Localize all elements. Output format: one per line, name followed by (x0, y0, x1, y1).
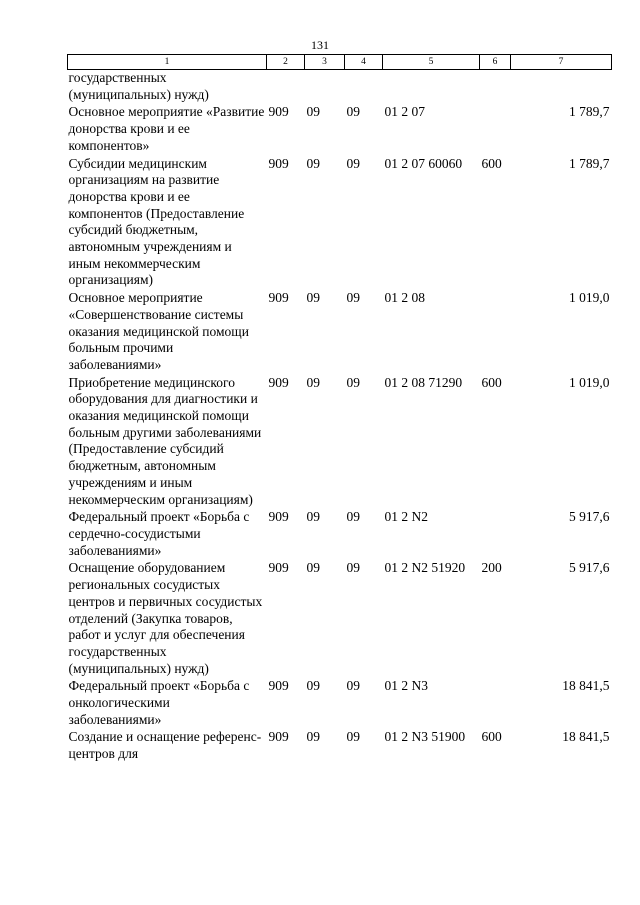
cell-section: 09 (306, 509, 320, 525)
cell-subsection (345, 70, 383, 104)
column-header: 2 (267, 55, 305, 70)
cell-ministry-code: 909 (268, 104, 289, 120)
cell-section: 09 (306, 374, 320, 390)
cell-subsection: 09 (346, 104, 360, 120)
row-name: Основное мероприятие «Развитие донорства крови и ее компонентов» (68, 104, 265, 153)
table-row (68, 103, 612, 154)
cell-target-article: 01 2 N2 51920 (384, 560, 466, 576)
row-name: государственных (муниципальных) нужд) (68, 70, 209, 102)
cell-expense-type (480, 508, 511, 559)
cell-amount (511, 70, 612, 104)
row-name: Создание и оснащение референс-центров для (68, 729, 262, 762)
cell-ministry-code: 909 (268, 374, 289, 390)
cell-expense-type (480, 103, 511, 154)
cell-amount: 1 019,0 (569, 374, 610, 390)
cell-section: 09 (306, 104, 320, 120)
cell-ministry-code (267, 70, 305, 104)
row-name: Федеральный проект «Борьба с сердечно-сосудистыми заболеваниями» (68, 509, 250, 558)
cell-target-article (383, 70, 480, 104)
cell-target-article: 01 2 N3 (384, 678, 428, 694)
cell-ministry-code: 909 (268, 509, 289, 525)
cell-subsection: 09 (346, 290, 360, 306)
cell-expense-type: 600 (481, 155, 502, 171)
cell-expense-type (480, 289, 511, 374)
cell-section: 09 (306, 729, 320, 745)
column-header: 1 (68, 55, 267, 70)
cell-expense-type (480, 677, 511, 728)
cell-amount: 5 917,6 (569, 560, 610, 576)
cell-target-article: 01 2 N2 (384, 509, 428, 525)
cell-amount: 1 019,0 (569, 290, 610, 306)
column-header: 7 (511, 55, 612, 70)
table-row (68, 728, 612, 762)
row-name: Основное мероприятие «Совершенствование системы оказания медицинской помощи больным прочими заболеваниями» (68, 290, 249, 372)
table-row (68, 559, 612, 677)
cell-amount: 18 841,5 (562, 678, 610, 694)
cell-expense-type: 600 (481, 374, 502, 390)
cell-target-article: 01 2 N3 51900 (384, 729, 466, 745)
table-row (68, 508, 612, 559)
cell-amount: 1 789,7 (569, 104, 610, 120)
table-row (68, 155, 612, 290)
column-header: 6 (480, 55, 511, 70)
cell-target-article: 01 2 07 (384, 104, 425, 120)
budget-table (67, 54, 612, 763)
cell-ministry-code: 909 (268, 729, 289, 745)
cell-amount: 1 789,7 (569, 155, 610, 171)
cell-ministry-code: 909 (268, 290, 289, 306)
cell-subsection: 09 (346, 155, 360, 171)
cell-amount: 18 841,5 (562, 729, 610, 745)
cell-target-article: 01 2 08 71290 (384, 374, 463, 390)
cell-target-article: 01 2 07 60060 (384, 155, 463, 171)
table-row (68, 289, 612, 374)
cell-section: 09 (306, 678, 320, 694)
cell-ministry-code: 909 (268, 678, 289, 694)
cell-subsection: 09 (346, 374, 360, 390)
cell-ministry-code: 909 (268, 560, 289, 576)
cell-section: 09 (306, 155, 320, 171)
cell-section: 09 (306, 560, 320, 576)
cell-target-article: 01 2 08 (384, 290, 425, 306)
column-number-row (68, 55, 612, 70)
row-name: Оснащение оборудованием региональных сосудистых центров и первичных сосудистых отделений (Закупка товаров, работ и услуг для обеспечения государственных (муниципальных) нужд) (68, 560, 263, 676)
cell-amount: 5 917,6 (569, 509, 610, 525)
cell-subsection: 09 (346, 560, 360, 576)
cell-subsection: 09 (346, 509, 360, 525)
cell-ministry-code: 909 (268, 155, 289, 171)
cell-subsection: 09 (346, 678, 360, 694)
cell-expense-type: 600 (481, 729, 502, 745)
row-name: Приобретение медицинского оборудования для диагностики и оказания медицинской помощи больным другими заболеваниями (Предоставление субсидий бюджетным, автономным учреждениям и иным некоммерческим организациям) (68, 374, 262, 507)
cell-expense-type: 200 (481, 560, 502, 576)
cell-section (305, 70, 345, 104)
row-name: Субсидии медицинским организациям на развитие донорства крови и ее компонентов (Предоставление субсидий бюджетным, автономным учреждениям и иным некоммерческим организациям) (68, 155, 245, 288)
column-header: 4 (345, 55, 383, 70)
table-row (68, 70, 612, 104)
cell-subsection: 09 (346, 729, 360, 745)
column-header: 5 (383, 55, 480, 70)
row-name: Федеральный проект «Борьба с онкологическими заболеваниями» (68, 678, 250, 727)
column-header: 3 (305, 55, 345, 70)
table-row (68, 374, 612, 509)
cell-section: 09 (306, 290, 320, 306)
page-number: 131 (311, 38, 329, 52)
cell-expense-type (480, 70, 511, 104)
table-row (68, 677, 612, 728)
